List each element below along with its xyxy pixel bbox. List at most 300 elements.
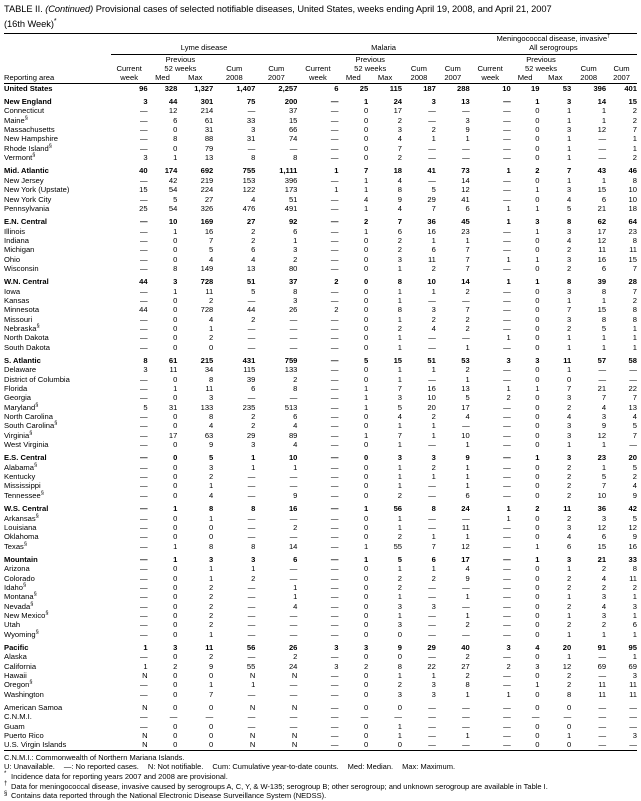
data-cell: — xyxy=(140,689,148,699)
data-cell: — xyxy=(330,721,339,731)
data-cell: 8 xyxy=(397,305,403,315)
data-cell: 0 xyxy=(363,134,369,144)
data-cell: — xyxy=(503,295,511,305)
data-cell: — xyxy=(598,153,607,163)
data-cell: 0 xyxy=(173,592,178,602)
data-cell: 235 xyxy=(242,402,256,412)
data-cell: 0 xyxy=(363,421,369,431)
data-cell: 0 xyxy=(535,564,540,574)
data-cell: 1 xyxy=(601,462,607,472)
data-cell: 3 xyxy=(143,153,148,163)
data-cell: — xyxy=(503,462,511,472)
data-cell: — xyxy=(428,712,436,722)
data-cell: 11 xyxy=(563,504,572,514)
data-cell: 11 xyxy=(427,254,436,264)
data-cell: — xyxy=(629,740,637,750)
data-cell: 3 xyxy=(431,680,436,690)
reporting-area-cell: Georgia xyxy=(4,393,32,403)
data-cell: — xyxy=(428,629,436,639)
data-cell: 2 xyxy=(209,592,214,602)
reporting-area-cell: Idaho§ xyxy=(4,582,27,592)
data-cell: — xyxy=(247,721,256,731)
data-cell: — xyxy=(140,175,148,185)
data-cell: 9 xyxy=(397,642,403,652)
data-cell: 1 xyxy=(465,592,470,602)
reporting-area-cell: Kansas xyxy=(4,295,30,305)
data-cell: 17 xyxy=(461,402,470,412)
data-cell: N xyxy=(249,671,256,680)
data-cell: 2 xyxy=(431,573,436,583)
footnote-star: * Incidence data for reporting years 2007 and 2008 are provisional. xyxy=(4,771,228,781)
lyme-cum2008-label: Cum xyxy=(226,64,243,74)
data-cell: 1 xyxy=(506,689,511,699)
data-cell: 8 xyxy=(567,277,572,287)
data-cell: 13 xyxy=(246,263,256,273)
data-cell: — xyxy=(289,314,298,324)
reporting-area-cell: Washington xyxy=(4,689,44,699)
data-cell: 396 xyxy=(284,175,298,185)
data-cell: — xyxy=(140,235,148,245)
data-cell: — xyxy=(330,554,339,564)
data-cell: — xyxy=(330,703,339,713)
data-cell: — xyxy=(330,689,339,699)
data-cell: 1 xyxy=(535,680,540,690)
data-cell: 0 xyxy=(363,314,369,324)
data-cell: 1 xyxy=(465,472,470,482)
reporting-area-cell: Montana§ xyxy=(4,591,37,602)
data-cell: 2 xyxy=(465,323,470,333)
reporting-area-cell: Alaska xyxy=(4,652,27,662)
data-cell: 0 xyxy=(173,652,178,662)
data-cell: — xyxy=(140,143,148,153)
data-cell: — xyxy=(330,175,339,185)
data-cell: — xyxy=(462,143,470,153)
legend-dash: —: No reported cases. xyxy=(63,762,139,772)
data-cell: — xyxy=(462,629,470,639)
data-cell: — xyxy=(503,721,511,731)
data-cell: — xyxy=(598,374,607,384)
data-cell: 14 xyxy=(461,277,470,287)
data-cell: — xyxy=(330,504,339,514)
data-cell: 0 xyxy=(363,235,369,245)
data-cell: — xyxy=(140,504,148,514)
data-cell: 8 xyxy=(209,374,214,384)
data-cell: — xyxy=(330,671,339,680)
table-row xyxy=(4,491,637,500)
data-cell: 1 xyxy=(535,97,540,107)
data-cell: 16 xyxy=(427,226,436,236)
data-cell: 2 xyxy=(293,522,298,532)
table-row xyxy=(4,620,637,629)
data-cell: — xyxy=(247,342,256,352)
data-cell: 0 xyxy=(173,333,178,343)
data-cell: — xyxy=(428,582,436,592)
data-cell: 0 xyxy=(363,412,369,422)
data-cell: 1 xyxy=(209,680,214,690)
data-cell: 8 xyxy=(632,305,637,315)
row-footnote-marker: § xyxy=(30,601,34,608)
data-cell: 0 xyxy=(173,393,178,403)
reporting-area-cell: West Virginia xyxy=(4,440,49,450)
data-cell: 1 xyxy=(363,97,369,107)
reporting-area-cell: Connecticut xyxy=(4,106,45,116)
data-cell: — xyxy=(140,573,148,583)
reporting-area-cell: U.S. Virgin Islands xyxy=(4,740,67,750)
malaria-max: Max xyxy=(368,73,402,83)
data-cell: 11 xyxy=(461,522,470,532)
data-cell: — xyxy=(428,106,436,116)
data-cell: 2 xyxy=(567,402,572,412)
data-cell: 0 xyxy=(363,365,369,375)
data-cell: 5 xyxy=(209,453,214,463)
data-cell: 2 xyxy=(567,245,572,255)
data-cell: 6 xyxy=(293,554,298,564)
data-cell: 8 xyxy=(293,384,298,394)
data-cell: — xyxy=(394,712,403,722)
data-cell: 1 xyxy=(632,610,637,620)
data-cell: 31 xyxy=(168,402,178,412)
data-cell: 2 xyxy=(334,305,339,315)
data-cell: — xyxy=(598,134,607,144)
reporting-area-cell: Utah xyxy=(4,620,21,630)
data-cell: 54 xyxy=(168,203,178,213)
reporting-area-cell: Arizona xyxy=(4,564,30,574)
data-cell: 4 xyxy=(293,440,298,450)
data-cell: N xyxy=(291,671,298,680)
data-cell: 42 xyxy=(628,504,637,514)
data-cell: 0 xyxy=(535,365,540,375)
data-cell: 0 xyxy=(535,689,540,699)
data-cell: 0 xyxy=(535,610,540,620)
data-cell: 9 xyxy=(293,490,298,500)
data-cell: — xyxy=(330,592,339,602)
reporting-area-cell: Missouri xyxy=(4,314,33,324)
data-cell: — xyxy=(330,365,339,375)
data-cell: 728 xyxy=(200,305,214,315)
group-meningococcal-line2: All serogroups xyxy=(529,43,578,53)
data-cell: — xyxy=(330,194,339,204)
table-row xyxy=(4,296,637,305)
data-cell: 431 xyxy=(242,356,256,365)
data-cell: — xyxy=(140,440,148,450)
data-cell: 2 xyxy=(397,153,403,163)
data-cell: — xyxy=(330,203,339,213)
data-cell: — xyxy=(140,115,148,125)
data-cell: 31 xyxy=(204,125,214,135)
data-cell: 10 xyxy=(628,194,637,204)
data-cell: 88 xyxy=(204,134,214,144)
malaria-cum2008-label: Cum xyxy=(410,64,427,74)
data-cell: 8 xyxy=(567,689,572,699)
data-cell: 2 xyxy=(601,564,607,574)
data-cell: — xyxy=(169,712,178,722)
table-row xyxy=(4,84,637,93)
data-cell: 0 xyxy=(363,440,369,450)
data-cell: 9 xyxy=(465,573,470,583)
data-cell: — xyxy=(503,286,511,296)
data-cell: — xyxy=(330,610,339,620)
table-row xyxy=(4,227,637,236)
data-cell: — xyxy=(503,402,511,412)
data-cell: 5 xyxy=(632,462,637,472)
data-cell: 0 xyxy=(173,671,178,680)
footnote-legend xyxy=(4,762,637,772)
data-cell: 0 xyxy=(363,671,369,680)
data-cell: 1 xyxy=(431,235,436,245)
data-cell: — xyxy=(330,384,339,394)
data-cell: 66 xyxy=(288,125,298,135)
data-cell: — xyxy=(330,115,339,125)
data-cell: 3 xyxy=(251,554,256,564)
data-cell: 1 xyxy=(465,462,470,472)
data-cell: — xyxy=(140,134,148,144)
footnote-section-text: Contains data reported through the National Electronic Disease Surveillance System (NEDSS). xyxy=(11,791,327,801)
data-cell: — xyxy=(330,314,339,324)
data-cell: 1 xyxy=(632,342,637,352)
table-row xyxy=(4,134,637,143)
meningococcal-med: Med xyxy=(511,73,540,83)
data-cell: 1 xyxy=(601,295,607,305)
data-cell: 0 xyxy=(535,245,540,255)
data-cell: 1 xyxy=(506,254,511,264)
reporting-area-cell: Maine§ xyxy=(4,115,28,125)
data-cell: — xyxy=(503,481,511,491)
reporting-area-cell: North Dakota xyxy=(4,333,49,343)
data-cell: 1 xyxy=(465,532,470,542)
data-cell: 7 xyxy=(465,254,470,264)
data-cell: 1 xyxy=(506,504,511,514)
data-cell: 0 xyxy=(363,143,369,153)
data-cell: 0 xyxy=(363,305,369,315)
table-row xyxy=(4,722,637,731)
data-cell: 1 xyxy=(143,661,148,671)
malaria-52weeks-label: 52 weeks xyxy=(354,64,387,74)
data-cell: — xyxy=(330,740,339,750)
data-cell: 728 xyxy=(200,277,214,287)
table-row xyxy=(4,523,637,532)
data-cell: 18 xyxy=(393,166,403,176)
data-cell: — xyxy=(140,374,148,384)
data-cell: 1 xyxy=(535,226,540,236)
data-cell: — xyxy=(428,620,436,630)
data-cell: — xyxy=(247,610,256,620)
data-cell: 1,327 xyxy=(194,83,214,93)
group-malaria: Malaria xyxy=(371,43,396,53)
data-cell: 5 xyxy=(431,185,436,195)
lyme-week: week xyxy=(120,73,139,83)
data-cell: 1 xyxy=(465,374,470,384)
data-cell: 17 xyxy=(168,430,178,440)
data-cell: 0 xyxy=(363,601,369,611)
data-cell: 10 xyxy=(461,430,470,440)
data-cell: 1 xyxy=(173,384,178,394)
data-cell: 2 xyxy=(209,582,214,592)
data-cell: 27 xyxy=(204,194,214,204)
meningococcal-current-label: Current xyxy=(477,64,503,74)
table-row xyxy=(4,472,637,481)
table-row xyxy=(4,204,637,213)
data-cell: 0 xyxy=(397,703,403,713)
data-cell: 1 xyxy=(209,481,214,491)
reporting-area-cell: Alabama§ xyxy=(4,462,38,472)
data-cell: 4 xyxy=(363,194,369,204)
reporting-area-cell: S. Atlantic xyxy=(4,356,41,365)
data-cell: 73 xyxy=(461,166,470,176)
malaria-current-label: Current xyxy=(305,64,331,74)
data-cell: 2 xyxy=(251,573,256,583)
data-cell: — xyxy=(289,610,298,620)
data-cell: 8 xyxy=(173,134,178,144)
data-cell: 1 xyxy=(601,106,607,116)
data-cell: 8 xyxy=(632,235,637,245)
meningococcal-cum2008-label: Cum xyxy=(580,64,597,74)
data-cell: 3 xyxy=(209,554,214,564)
data-cell: 1 xyxy=(431,365,436,375)
data-cell: 174 xyxy=(164,166,178,176)
data-cell: 17 xyxy=(393,106,403,116)
data-cell: — xyxy=(462,740,470,750)
data-cell: 1 xyxy=(209,573,214,583)
data-cell: — xyxy=(428,721,436,731)
data-cell: 2 xyxy=(397,245,403,255)
data-cell: 0 xyxy=(363,277,369,287)
data-cell: 3 xyxy=(431,453,436,463)
data-cell: 759 xyxy=(284,356,298,365)
data-cell: 3 xyxy=(334,642,339,652)
data-cell: 1 xyxy=(397,263,403,273)
data-cell: 0 xyxy=(363,703,369,713)
reporting-area-cell: Hawaii xyxy=(4,671,27,680)
data-cell: 24 xyxy=(288,661,298,671)
table-row xyxy=(4,356,637,365)
data-cell: 2 xyxy=(397,490,403,500)
data-cell: 3 xyxy=(506,356,511,365)
data-cell: 1 xyxy=(632,333,637,343)
data-cell: 16 xyxy=(288,504,298,514)
data-cell: 1 xyxy=(465,342,470,352)
data-cell: — xyxy=(140,554,148,564)
data-cell: 1 xyxy=(209,513,214,523)
data-cell: 1 xyxy=(465,610,470,620)
lyme-current-label: Current xyxy=(116,64,142,74)
reporting-area-cell: New Jersey xyxy=(4,175,44,185)
data-cell: 2 xyxy=(601,620,607,630)
data-cell: 3 xyxy=(397,254,403,264)
data-cell: 0 xyxy=(209,671,214,680)
data-cell: 1 xyxy=(397,286,403,296)
data-cell: 0 xyxy=(567,703,572,713)
data-cell: 3 xyxy=(601,412,607,422)
data-cell: 1 xyxy=(567,153,572,163)
data-cell: 0 xyxy=(209,522,214,532)
data-cell: 2 xyxy=(209,652,214,662)
data-cell: — xyxy=(330,629,339,639)
data-cell: 1 xyxy=(173,226,178,236)
data-cell: — xyxy=(598,652,607,662)
data-cell: 1 xyxy=(397,365,403,375)
data-cell: — xyxy=(428,143,436,153)
data-cell: 2 xyxy=(535,166,540,176)
data-cell: 2 xyxy=(567,481,572,491)
data-cell: 1 xyxy=(567,134,572,144)
data-cell: 4 xyxy=(567,235,572,245)
data-cell: 0 xyxy=(567,740,572,750)
data-cell: — xyxy=(503,342,511,352)
data-cell: 2 xyxy=(334,277,339,287)
data-cell: 11 xyxy=(169,365,178,375)
data-cell: — xyxy=(428,490,436,500)
data-cell: 2 xyxy=(431,314,436,324)
data-cell: 0 xyxy=(363,629,369,639)
data-cell: 1 xyxy=(601,175,607,185)
data-cell: 0 xyxy=(535,490,540,500)
data-cell: 34 xyxy=(204,365,214,375)
data-cell: 15 xyxy=(628,97,637,107)
data-cell: 92 xyxy=(288,217,298,227)
data-cell: 7 xyxy=(209,235,214,245)
data-cell: — xyxy=(428,652,436,662)
data-cell: 2 xyxy=(567,620,572,630)
data-cell: 0 xyxy=(363,610,369,620)
data-cell: — xyxy=(140,610,148,620)
data-cell: — xyxy=(140,333,148,343)
data-cell: 23 xyxy=(597,453,607,463)
data-cell: 2 xyxy=(567,490,572,500)
table-row xyxy=(4,287,637,296)
data-cell: 133 xyxy=(284,365,298,375)
data-cell: 10 xyxy=(427,393,436,403)
data-cell: 1 xyxy=(363,226,369,236)
data-cell: — xyxy=(563,712,572,722)
data-cell: 46 xyxy=(628,166,637,176)
data-cell: 0 xyxy=(535,573,540,583)
data-cell: — xyxy=(503,703,511,713)
data-cell: 2 xyxy=(465,314,470,324)
data-cell: 4 xyxy=(209,490,214,500)
data-cell: 0 xyxy=(173,513,178,523)
data-cell: 115 xyxy=(389,83,403,93)
data-cell: — xyxy=(503,440,511,450)
data-cell: 0 xyxy=(173,731,178,741)
data-cell: 0 xyxy=(173,689,178,699)
data-cell: — xyxy=(330,541,339,551)
data-cell: 1 xyxy=(535,453,540,463)
data-cell: 2 xyxy=(632,295,637,305)
data-cell: 0 xyxy=(535,703,540,713)
table-row xyxy=(4,431,637,440)
data-cell: 0 xyxy=(173,629,178,639)
data-cell: 2 xyxy=(173,661,178,671)
data-cell: N xyxy=(142,671,148,680)
data-cell: 4 xyxy=(567,532,572,542)
malaria-2008: 2008 xyxy=(410,73,428,83)
table-row xyxy=(4,592,637,601)
data-cell: 0 xyxy=(173,601,178,611)
data-cell: 7 xyxy=(601,481,607,491)
table-footnotes xyxy=(4,753,637,801)
data-cell: 9 xyxy=(632,490,637,500)
table-row xyxy=(4,255,637,264)
table-row xyxy=(4,324,637,333)
lyme-52weeks-label: 52 weeks xyxy=(164,64,197,74)
data-cell: 0 xyxy=(363,245,369,255)
data-cell: 1 xyxy=(431,472,436,482)
data-cell: 51 xyxy=(288,194,298,204)
data-cell: 8 xyxy=(397,277,403,287)
data-cell: 6 xyxy=(293,226,298,236)
data-cell: — xyxy=(503,629,511,639)
data-cell: 0 xyxy=(173,582,178,592)
